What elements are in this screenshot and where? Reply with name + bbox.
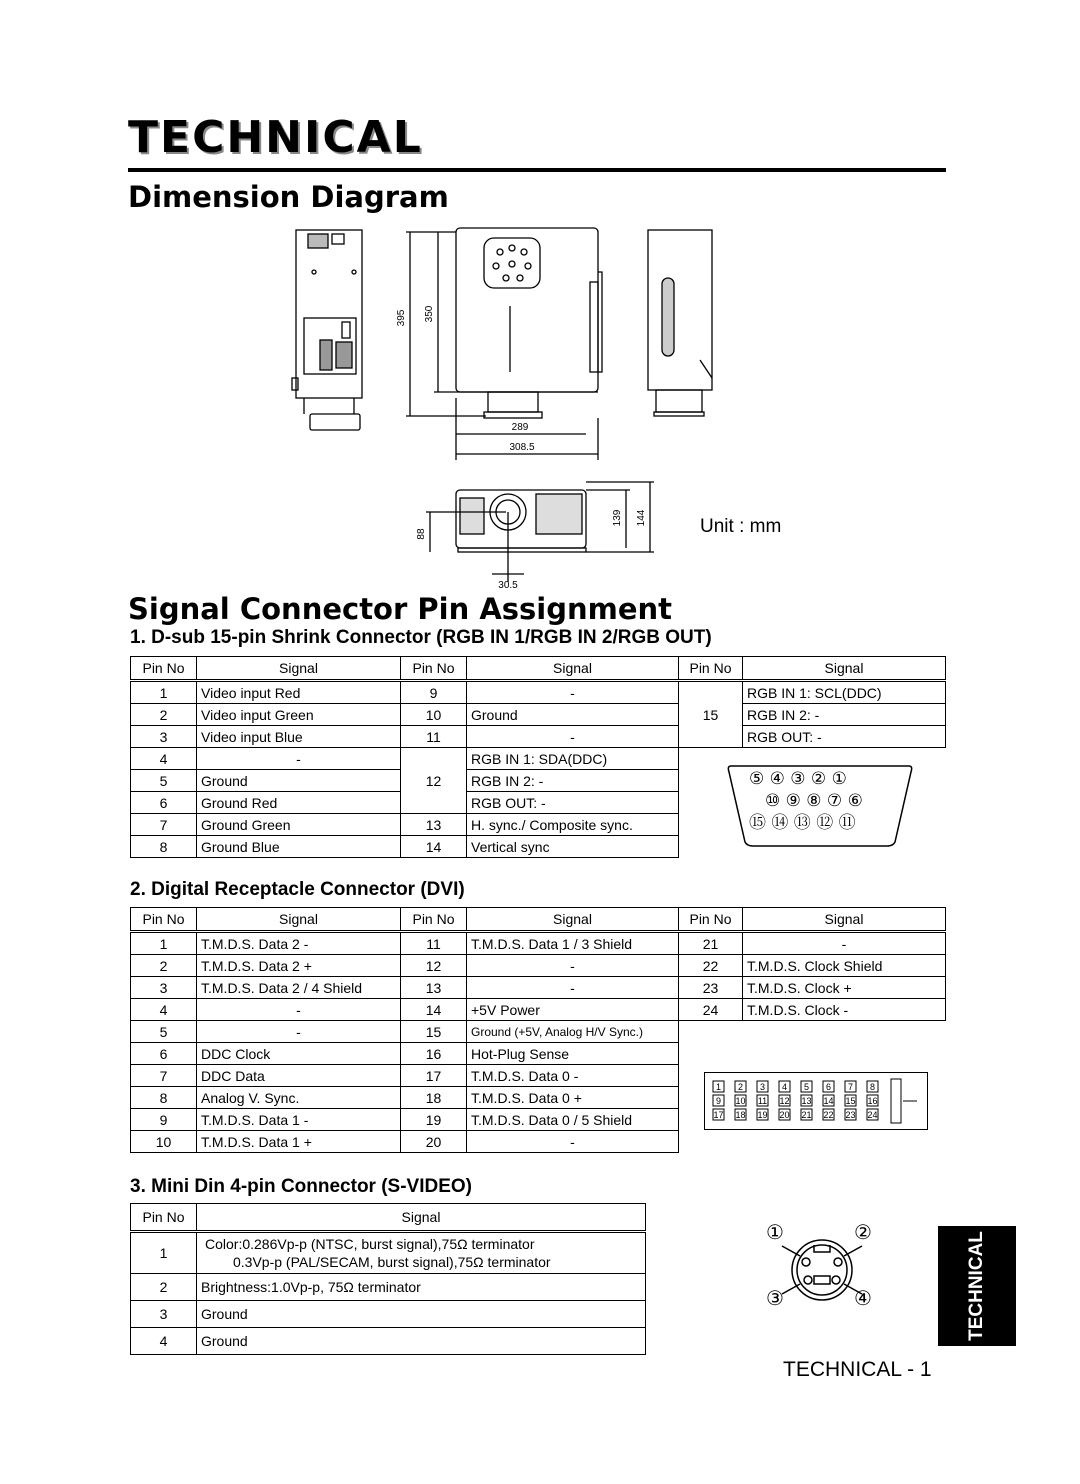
pin-no: 11 — [401, 726, 467, 748]
dvi-pin-grid — [705, 1073, 927, 1129]
dvi-pin-number: 5 — [803, 1082, 810, 1092]
dim-88: 88 — [416, 528, 427, 540]
signal-cell: Ground (+5V, Analog H/V Sync.) — [467, 1021, 679, 1043]
svideo-pin-label: ② — [854, 1220, 872, 1244]
signal-cell: RGB IN 2: - — [467, 770, 679, 792]
signal-cell: T.M.D.S. Data 2 - — [197, 932, 401, 955]
signal-cell: RGB OUT: - — [743, 726, 946, 748]
dvi-pin-number: 17 — [713, 1110, 724, 1120]
signal-cell: RGB IN 1: SCL(DDC) — [743, 681, 946, 704]
svideo-heading: 3. Mini Din 4-pin Connector (S-VIDEO) — [130, 1176, 472, 1197]
signal-cell: Ground Green — [197, 814, 401, 836]
table-header-row — [131, 908, 946, 932]
signal-cell: T.M.D.S. Data 1 - — [197, 1109, 401, 1131]
unit-label: Unit : mm — [700, 516, 782, 537]
signal-cell: - — [467, 681, 679, 704]
signal-cell: T.M.D.S. Data 0 + — [467, 1087, 679, 1109]
pin-no: 7 — [131, 1065, 197, 1087]
signal-line: Color:0.286Vp-p (NTSC, burst signal),75Ω terminator — [205, 1236, 535, 1252]
signal-cell: Ground — [197, 770, 401, 792]
pin-no: 3 — [131, 726, 197, 748]
header-cell: Signal — [197, 908, 401, 932]
pin-no: 14 — [401, 836, 467, 858]
header-cell: Signal — [467, 657, 679, 681]
dsub-table — [130, 656, 946, 858]
signal-cell: Hot-Plug Sense — [467, 1043, 679, 1065]
signal-cell: - — [197, 1021, 401, 1043]
header-cell: Pin No — [401, 657, 467, 681]
dvi-pin-number: 20 — [779, 1110, 790, 1120]
dim-350: 350 — [424, 305, 435, 323]
signal-cell: Ground — [197, 1328, 646, 1355]
signal-cell: Analog V. Sync. — [197, 1087, 401, 1109]
dvi-pin-number: 3 — [759, 1082, 766, 1092]
signal-cell: - — [467, 955, 679, 977]
header-cell: Pin No — [679, 657, 743, 681]
signal-cell: - — [197, 999, 401, 1021]
pin-no: 2 — [131, 955, 197, 977]
signal-cell: T.M.D.S. Clock + — [743, 977, 946, 999]
header-cell: Signal — [743, 657, 946, 681]
dim-395: 395 — [396, 309, 407, 327]
dvi-pin-number: 1 — [715, 1082, 722, 1092]
pin-no: 6 — [131, 1043, 197, 1065]
table-row — [131, 1131, 946, 1153]
dvi-pin-number: 22 — [823, 1110, 834, 1120]
dvi-pin-number: 10 — [735, 1096, 746, 1106]
dsub-heading: 1. D-sub 15-pin Shrink Connector (RGB IN 1/RGB IN 2/RGB OUT) — [130, 627, 712, 648]
page-title: TECHNICAL — [128, 112, 423, 163]
pin-no: 21 — [679, 932, 743, 955]
dvi-pin-number: 12 — [779, 1096, 790, 1106]
svideo-table — [130, 1203, 646, 1355]
signal-cell: - — [743, 932, 946, 955]
pin-no: 24 — [679, 999, 743, 1021]
dvi-pin-number: 7 — [847, 1082, 854, 1092]
dvi-pin-number: 13 — [801, 1096, 812, 1106]
signal-cell: T.M.D.S. Data 2 + — [197, 955, 401, 977]
dvi-pin-number: 6 — [825, 1082, 832, 1092]
pin-no: 13 — [401, 814, 467, 836]
dim-308: 308.5 — [509, 442, 535, 453]
table-row — [131, 1301, 646, 1328]
title-rule — [128, 168, 946, 172]
dsub-connector-cell — [679, 748, 946, 858]
pin-no: 14 — [401, 999, 467, 1021]
dimension-diagram — [280, 222, 750, 592]
dvi-pin-number: 16 — [867, 1096, 878, 1106]
side-tab-label: TECHNICAL — [966, 1231, 987, 1341]
signal-cell: - — [467, 726, 679, 748]
signal-cell: Video input Green — [197, 704, 401, 726]
signal-line: 0.3Vp-p (PAL/SECAM, burst signal),75Ω terminator — [233, 1254, 551, 1270]
table-row — [131, 1021, 946, 1043]
table-row — [131, 977, 946, 999]
signal-cell: RGB OUT: - — [467, 792, 679, 814]
table-row — [131, 681, 946, 704]
header-cell: Signal — [197, 1204, 646, 1232]
pin-no: 1 — [131, 932, 197, 955]
pin-no: 9 — [131, 1109, 197, 1131]
signal-cell: - — [197, 748, 401, 770]
pin-no: 5 — [131, 1021, 197, 1043]
dvi-connector-outline — [704, 1072, 928, 1130]
signal-cell: Ground Red — [197, 792, 401, 814]
empty-cell — [679, 1131, 946, 1153]
signal-cell: T.M.D.S. Data 0 / 5 Shield — [467, 1109, 679, 1131]
pin-no: 4 — [131, 1328, 197, 1355]
dsub-pin-map — [749, 768, 899, 834]
signal-cell: T.M.D.S. Data 1 + — [197, 1131, 401, 1153]
dvi-pin-number: 19 — [757, 1110, 768, 1120]
signal-cell: DDC Data — [197, 1065, 401, 1087]
signal-cell: RGB IN 2: - — [743, 704, 946, 726]
signal-cell: +5V Power — [467, 999, 679, 1021]
table-row — [131, 704, 946, 726]
table-header-row — [131, 1204, 646, 1232]
pin-no: 4 — [131, 748, 197, 770]
dvi-pin-number: 2 — [737, 1082, 744, 1092]
dsub-pin-row: ⑩ ⑨ ⑧ ⑦ ⑥ — [765, 791, 863, 811]
signal-cell: - — [467, 977, 679, 999]
dvi-pin-number: 9 — [715, 1096, 722, 1106]
table-row — [131, 955, 946, 977]
header-cell: Pin No — [131, 1204, 197, 1232]
table-row — [131, 726, 946, 748]
signal-cell: Ground — [197, 1301, 646, 1328]
signal-cell: T.M.D.S. Data 2 / 4 Shield — [197, 977, 401, 999]
pin-no: 5 — [131, 770, 197, 792]
header-cell: Pin No — [679, 908, 743, 932]
dsub-pin-row: ⑮ ⑭ ⑬ ⑫ ⑪ — [749, 813, 856, 833]
dvi-pin-number: 21 — [801, 1110, 812, 1120]
pin-no: 23 — [679, 977, 743, 999]
header-cell: Pin No — [131, 657, 197, 681]
header-cell: Signal — [197, 657, 401, 681]
pin-no: 15 — [401, 1021, 467, 1043]
signal-cell: DDC Clock — [197, 1043, 401, 1065]
signal-cell: RGB IN 1: SDA(DDC) — [467, 748, 679, 770]
pin-no: 8 — [131, 1087, 197, 1109]
dim-144: 144 — [636, 509, 647, 527]
table-row — [131, 932, 946, 955]
pin-no: 10 — [401, 704, 467, 726]
dvi-pin-number: 18 — [735, 1110, 746, 1120]
header-cell: Signal — [467, 908, 679, 932]
header-cell: Pin No — [131, 908, 197, 932]
pin-no: 16 — [401, 1043, 467, 1065]
dvi-heading: 2. Digital Receptacle Connector (DVI) — [130, 879, 465, 900]
pin-no: 18 — [401, 1087, 467, 1109]
pin-no: 8 — [131, 836, 197, 858]
dvi-pin-number: 15 — [845, 1096, 856, 1106]
signal-cell: Video input Blue — [197, 726, 401, 748]
pin-no: 12 — [401, 748, 467, 814]
table-row — [131, 1043, 946, 1065]
signal-cell: Video input Red — [197, 681, 401, 704]
dvi-pin-number: 4 — [781, 1082, 788, 1092]
table-row — [131, 748, 946, 770]
empty-cell — [679, 1021, 946, 1043]
section-side-tab[interactable] — [938, 1226, 1016, 1346]
dvi-pin-number: 23 — [845, 1110, 856, 1120]
pin-no: 6 — [131, 792, 197, 814]
signal-cell: T.M.D.S. Data 0 - — [467, 1065, 679, 1087]
pin-no: 10 — [131, 1131, 197, 1153]
signal-cell: T.M.D.S. Clock Shield — [743, 955, 946, 977]
dvi-pin-number: 8 — [869, 1082, 876, 1092]
pin-no: 11 — [401, 932, 467, 955]
pin-no: 4 — [131, 999, 197, 1021]
signal-cell: T.M.D.S. Data 1 / 3 Shield — [467, 932, 679, 955]
pin-no: 3 — [131, 977, 197, 999]
signal-cell: Vertical sync — [467, 836, 679, 858]
dim-30: 30.5 — [498, 580, 518, 591]
header-cell: Pin No — [401, 908, 467, 932]
pin-no: 2 — [131, 704, 197, 726]
pin-no: 7 — [131, 814, 197, 836]
signal-cell: Brightness:1.0Vp-p, 75Ω terminator — [197, 1274, 646, 1301]
dim-139: 139 — [612, 509, 623, 527]
dim-289: 289 — [511, 422, 529, 433]
table-header-row — [131, 657, 946, 681]
table-row — [131, 1232, 646, 1274]
pin-no: 22 — [679, 955, 743, 977]
page-footer: TECHNICAL - 1 — [783, 1358, 932, 1381]
signal-cell: Ground Blue — [197, 836, 401, 858]
dsub-pin-row: ⑤ ④ ③ ② ① — [749, 769, 847, 789]
pin-no: 15 — [679, 681, 743, 748]
header-cell: Signal — [743, 908, 946, 932]
table-row — [131, 1274, 646, 1301]
signal-cell: H. sync./ Composite sync. — [467, 814, 679, 836]
svideo-pin-label: ③ — [766, 1286, 784, 1310]
pin-no: 20 — [401, 1131, 467, 1153]
pin-no: 3 — [131, 1301, 197, 1328]
dvi-pin-number: 24 — [867, 1110, 878, 1120]
signal-cell: T.M.D.S. Clock - — [743, 999, 946, 1021]
pin-no: 17 — [401, 1065, 467, 1087]
signal-heading: Signal Connector Pin Assignment — [128, 592, 673, 626]
signal-cell: Ground — [467, 704, 679, 726]
svideo-pin-label: ④ — [854, 1286, 872, 1310]
pin-no: 13 — [401, 977, 467, 999]
table-row — [131, 999, 946, 1021]
pin-no: 2 — [131, 1274, 197, 1301]
pin-no: 1 — [131, 681, 197, 704]
dvi-pin-number: 11 — [757, 1096, 768, 1106]
dvi-blade — [891, 1079, 901, 1123]
svideo-pin-label: ① — [766, 1220, 784, 1244]
empty-cell — [679, 1043, 946, 1065]
dimension-heading: Dimension Diagram — [128, 180, 449, 214]
pin-no: 1 — [131, 1232, 197, 1274]
pin-no: 9 — [401, 681, 467, 704]
signal-cell: - — [467, 1131, 679, 1153]
pin-no: 19 — [401, 1109, 467, 1131]
table-row — [131, 1328, 646, 1355]
signal-cell — [197, 1232, 646, 1274]
pin-no: 12 — [401, 955, 467, 977]
dvi-pin-number: 14 — [823, 1096, 834, 1106]
